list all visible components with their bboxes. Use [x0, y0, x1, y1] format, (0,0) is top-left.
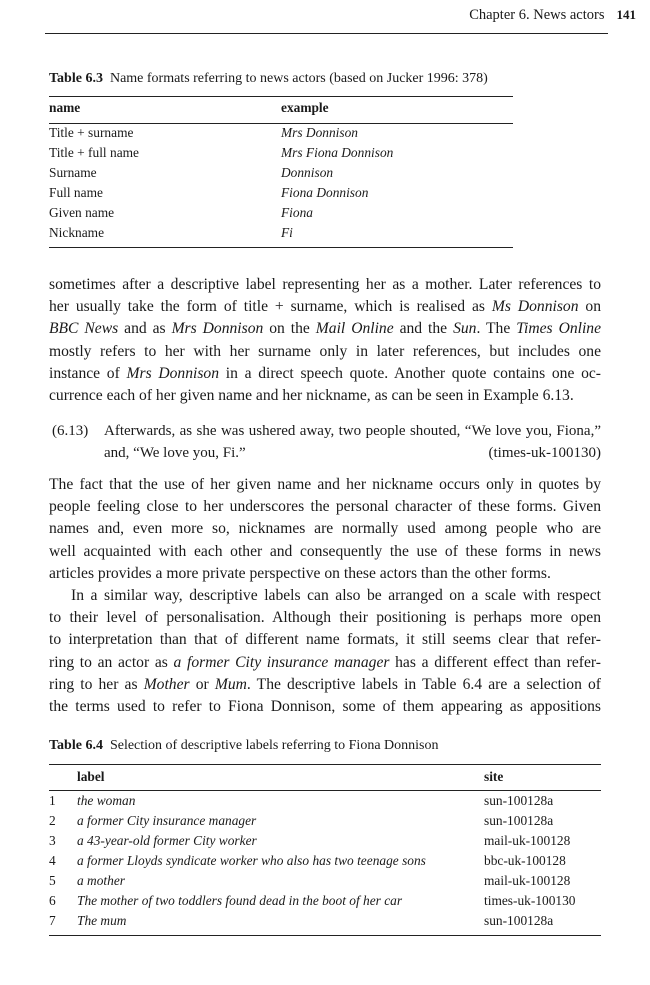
- cell-site: mail-uk-100128: [484, 833, 571, 848]
- text-line: people feeling close to her underscores the personal character of these forms. Given: [49, 498, 601, 516]
- cell-example: Fi: [281, 225, 293, 240]
- column-header: example: [281, 100, 329, 115]
- text-line: names and, even more so, nicknames are normally used among people who are: [49, 520, 601, 538]
- cell-site: sun-100128a: [484, 913, 554, 928]
- text-line: The fact that the use of her given name and her nickname occurs only in quotes by: [49, 476, 601, 493]
- cell-name: Given name: [49, 205, 115, 220]
- running-head: [469, 7, 636, 24]
- example-source: (times-uk-100130): [488, 445, 601, 461]
- text-line: currence each of her given name and her nickname, as can be seen in Example 6.13.: [49, 386, 574, 404]
- text-line: to their level of personalisation. Although their positioning is perhaps more open: [49, 609, 601, 627]
- example-number: (6.13): [52, 423, 89, 439]
- cell-example: Fiona: [281, 205, 313, 220]
- cell-number: 2: [49, 813, 56, 828]
- cell-name: Surname: [49, 165, 97, 180]
- cell-number: 6: [49, 893, 56, 908]
- cell-site: bbc-uk-100128: [484, 853, 566, 868]
- table-row: [49, 831, 601, 851]
- text-line: articles provides a more private perspective on these actors than the other forms.: [49, 564, 551, 582]
- cell-name: Nickname: [49, 225, 105, 240]
- table-row: [49, 203, 513, 223]
- cell-example: Donnison: [281, 165, 334, 180]
- table-row: [49, 183, 513, 203]
- cell-number: 7: [49, 913, 56, 928]
- text-line: the terms used to refer to Fiona Donnison, some of them appearing as appositions: [49, 697, 601, 715]
- text-line: mostly refers to her with her surname only in later references, but includes one: [49, 342, 601, 360]
- table-row: [49, 891, 601, 911]
- text-line: BBC News and as Mrs Donnison on the Mail Online and the Sun. The Times Online: [49, 320, 602, 338]
- cell-number: 3: [49, 833, 56, 848]
- cell-number: 4: [49, 853, 56, 868]
- table-row: [49, 871, 601, 891]
- body-paragraph: [49, 274, 601, 407]
- header-rule: [45, 33, 608, 34]
- column-header: site: [484, 769, 504, 784]
- table-row: [49, 851, 601, 871]
- cell-example: Fiona Donnison: [281, 185, 369, 200]
- chapter-title: Chapter 6. News actors: [469, 7, 605, 23]
- cell-label: a 43-year-old former City worker: [77, 833, 257, 848]
- cell-example: Mrs Donnison: [281, 125, 359, 140]
- body-paragraph: [49, 474, 601, 585]
- cell-label: The mum: [77, 913, 127, 928]
- table-6-4-caption: [49, 738, 438, 754]
- cell-label: a former Lloyds syndicate worker who also has two teenage sons: [77, 853, 426, 868]
- table-bottom-rule: [49, 935, 601, 936]
- table-label: Table 6.3: [49, 71, 103, 86]
- table-top-rule: [49, 96, 513, 97]
- cell-site: mail-uk-100128: [484, 873, 571, 888]
- table-caption-text: Selection of descriptive labels referring to Fiona Donnison: [109, 738, 439, 753]
- table-row: [49, 811, 601, 831]
- table-header-row: [49, 767, 601, 787]
- table-row: [49, 163, 513, 183]
- cell-label: the woman: [77, 793, 136, 808]
- cell-site: sun-100128a: [484, 813, 554, 828]
- cell-site: sun-100128a: [484, 793, 554, 808]
- body-paragraph: [49, 585, 601, 718]
- cell-label: a former City insurance manager: [77, 813, 257, 828]
- cell-number: 5: [49, 873, 56, 888]
- column-header: label: [77, 769, 105, 784]
- table-row: [49, 911, 601, 931]
- text-line: ring to her as Mother or Mum. The descriptive labels in Table 6.4 are a selection of: [49, 675, 602, 693]
- cell-number: 1: [49, 793, 56, 808]
- table-row: [49, 123, 513, 143]
- cell-name: Title + surname: [49, 125, 134, 140]
- text-line: sometimes after a descriptive label representing her as a mother. Later references to: [49, 276, 601, 293]
- text-line: ring to an actor as a former City insurance manager has a different effect than refer-: [49, 653, 601, 671]
- text-line: well acquainted with each other and consequently the use of these forms in news: [49, 542, 601, 560]
- cell-example: Mrs Fiona Donnison: [281, 145, 394, 160]
- table-row: [49, 223, 513, 243]
- cell-site: times-uk-100130: [484, 893, 576, 908]
- text-line: instance of Mrs Donnison in a direct speech quote. Another quote contains one oc-: [49, 364, 602, 382]
- example-line: Afterwards, as she was ushered away, two people shouted, “We love you, Fiona,”: [104, 423, 601, 439]
- table-caption-text: Name formats referring to news actors (based on Jucker 1996: 378): [109, 71, 488, 86]
- example-line: and, “We love you, Fi.”: [104, 445, 246, 461]
- table-row: [49, 143, 513, 163]
- cell-name: Full name: [49, 185, 103, 200]
- column-header: name: [49, 100, 81, 115]
- page-number: 141: [616, 7, 636, 22]
- table-header-row: [49, 98, 513, 118]
- table-label: Table 6.4: [49, 738, 103, 753]
- text-line: to interpretation than that of different name formats, it still seems clear that refer-: [49, 631, 601, 649]
- table-6-3-caption: [49, 71, 488, 87]
- cell-name: Title + full name: [49, 145, 140, 160]
- table-top-rule: [49, 764, 601, 765]
- cell-label: a mother: [77, 873, 125, 888]
- text-line: In a similar way, descriptive labels can also be arranged on a scale with respect: [71, 587, 601, 604]
- cell-label: The mother of two toddlers found dead in the boot of her car: [77, 893, 403, 908]
- table-row: [49, 791, 601, 811]
- table-bottom-rule: [49, 247, 513, 248]
- text-line: her usually take the form of title + surname, which is realised as Ms Donnison on: [49, 298, 602, 316]
